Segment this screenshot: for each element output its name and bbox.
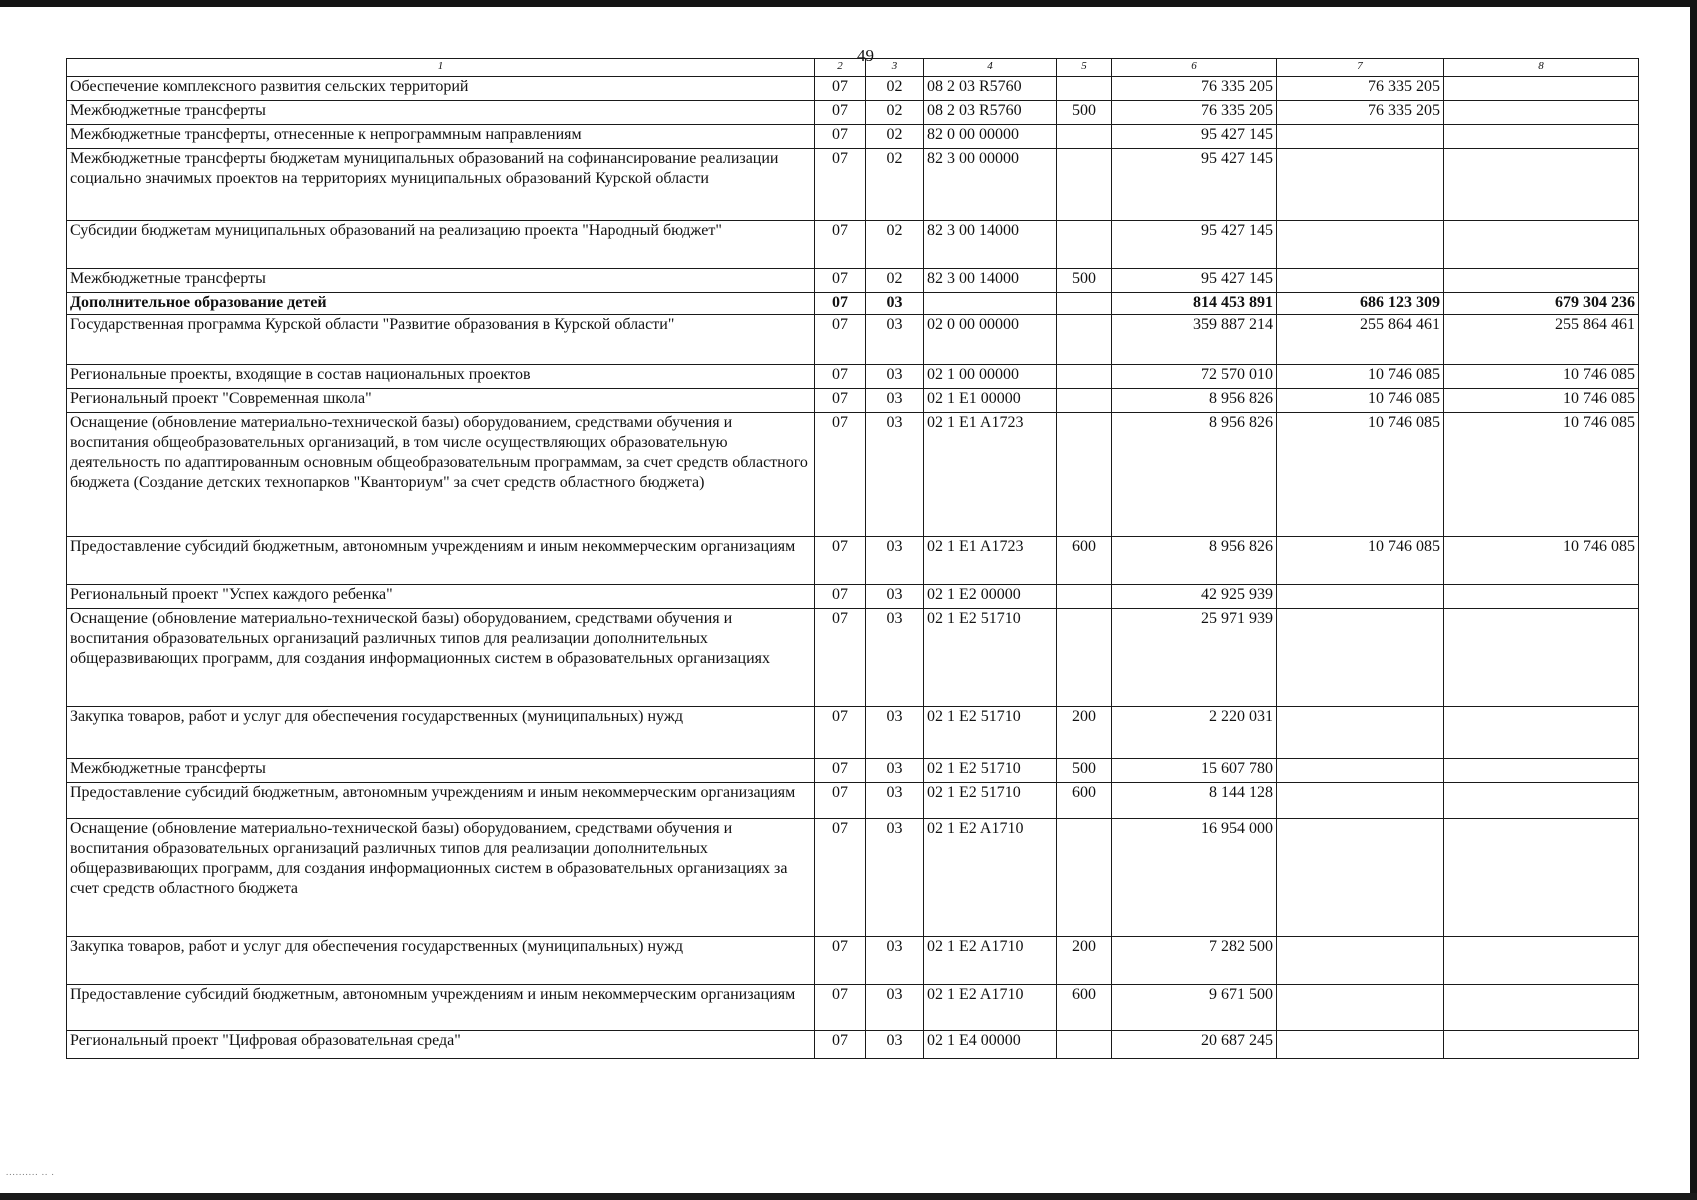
row-amount-col7 xyxy=(1277,269,1444,293)
row-amount-col6: 359 887 214 xyxy=(1112,315,1277,365)
row-expense-kind: 600 xyxy=(1057,537,1112,585)
row-target-article: 02 1 E4 00000 xyxy=(924,1031,1057,1059)
row-amount-col8 xyxy=(1444,269,1639,293)
row-amount-col6: 7 282 500 xyxy=(1112,937,1277,985)
col-header-8: 8 xyxy=(1444,59,1639,77)
row-subsection-code: 03 xyxy=(866,585,924,609)
row-section-code: 07 xyxy=(815,101,866,125)
row-name: Оснащение (обновление материально-технической базы) оборудованием, средствами обучения и воспитания образовательных организаций различных типов для реализации дополнительных общеразвивающих программ, для создания информационных систем в образовательных организациях за счет средств областного бюджета xyxy=(67,819,815,937)
row-expense-kind xyxy=(1057,293,1112,315)
row-target-article: 02 1 E2 51710 xyxy=(924,759,1057,783)
row-subsection-code: 03 xyxy=(866,537,924,585)
row-name: Межбюджетные трансферты бюджетам муниципальных образований на софинансирование реализации социально значимых проектов на территориях муниципальных образований Курской области xyxy=(67,149,815,221)
row-expense-kind xyxy=(1057,585,1112,609)
row-amount-col7 xyxy=(1277,1031,1444,1059)
row-amount-col8: 10 746 085 xyxy=(1444,389,1639,413)
scan-top-border xyxy=(0,0,1697,7)
row-amount-col8: 10 746 085 xyxy=(1444,537,1639,585)
row-amount-col8 xyxy=(1444,783,1639,819)
col-header-4: 4 xyxy=(924,59,1057,77)
row-target-article: 82 3 00 00000 xyxy=(924,149,1057,221)
table-row xyxy=(67,315,1639,365)
row-amount-col7: 255 864 461 xyxy=(1277,315,1444,365)
row-name: Оснащение (обновление материально-технической базы) оборудованием, средствами обучения и воспитания общеобразовательных организаций, в том числе осуществляющих образовательную деятельность по адаптированным основным общеобразовательным программам, за счет средств областного бюджета (Создание детских технопарков "Кванториум" за счет средств областного бюджета) xyxy=(67,413,815,537)
row-expense-kind xyxy=(1057,221,1112,269)
row-expense-kind xyxy=(1057,125,1112,149)
row-expense-kind: 500 xyxy=(1057,269,1112,293)
row-target-article: 02 0 00 00000 xyxy=(924,315,1057,365)
row-name: Оснащение (обновление материально-технической базы) оборудованием, средствами обучения и воспитания образовательных организаций различных типов для реализации дополнительных общеразвивающих программ, для создания информационных систем в образовательных организациях xyxy=(67,609,815,707)
row-section-code: 07 xyxy=(815,315,866,365)
row-target-article: 02 1 E2 51710 xyxy=(924,707,1057,759)
row-amount-col8: 10 746 085 xyxy=(1444,413,1639,537)
table-row xyxy=(67,985,1639,1031)
row-amount-col6: 8 956 826 xyxy=(1112,413,1277,537)
row-name: Межбюджетные трансферты xyxy=(67,759,815,783)
col-header-6: 6 xyxy=(1112,59,1277,77)
row-amount-col8 xyxy=(1444,585,1639,609)
row-section-code: 07 xyxy=(815,365,866,389)
col-header-7: 7 xyxy=(1277,59,1444,77)
table-row xyxy=(67,269,1639,293)
row-amount-col8 xyxy=(1444,609,1639,707)
row-subsection-code: 02 xyxy=(866,125,924,149)
row-name: Региональный проект "Цифровая образовательная среда" xyxy=(67,1031,815,1059)
row-amount-col8: 679 304 236 xyxy=(1444,293,1639,315)
row-amount-col6: 76 335 205 xyxy=(1112,77,1277,101)
row-amount-col6: 95 427 145 xyxy=(1112,149,1277,221)
row-expense-kind xyxy=(1057,413,1112,537)
table-row xyxy=(67,819,1639,937)
row-target-article: 82 0 00 00000 xyxy=(924,125,1057,149)
row-amount-col7 xyxy=(1277,221,1444,269)
table-row xyxy=(67,149,1639,221)
row-amount-col6: 95 427 145 xyxy=(1112,221,1277,269)
column-number-header xyxy=(67,59,1639,77)
row-amount-col7 xyxy=(1277,707,1444,759)
row-section-code: 07 xyxy=(815,293,866,315)
row-expense-kind: 500 xyxy=(1057,101,1112,125)
row-amount-col6: 95 427 145 xyxy=(1112,269,1277,293)
row-amount-col8 xyxy=(1444,759,1639,783)
row-expense-kind: 200 xyxy=(1057,937,1112,985)
row-amount-col8 xyxy=(1444,707,1639,759)
row-subsection-code: 02 xyxy=(866,101,924,125)
row-amount-col8 xyxy=(1444,1031,1639,1059)
row-subsection-code: 03 xyxy=(866,985,924,1031)
scan-specks: .......... .. . xyxy=(6,1167,55,1177)
row-amount-col6: 42 925 939 xyxy=(1112,585,1277,609)
row-expense-kind: 600 xyxy=(1057,985,1112,1031)
row-amount-col7: 76 335 205 xyxy=(1277,101,1444,125)
scan-bottom-border xyxy=(0,1193,1697,1200)
table-row xyxy=(67,937,1639,985)
row-amount-col6: 76 335 205 xyxy=(1112,101,1277,125)
row-amount-col7 xyxy=(1277,609,1444,707)
row-subsection-code: 03 xyxy=(866,759,924,783)
row-name: Межбюджетные трансферты xyxy=(67,101,815,125)
row-subsection-code: 03 xyxy=(866,707,924,759)
row-section-code: 07 xyxy=(815,985,866,1031)
row-subsection-code: 02 xyxy=(866,149,924,221)
row-amount-col6: 20 687 245 xyxy=(1112,1031,1277,1059)
row-amount-col7: 10 746 085 xyxy=(1277,365,1444,389)
table-row xyxy=(67,101,1639,125)
row-amount-col7: 10 746 085 xyxy=(1277,537,1444,585)
row-subsection-code: 03 xyxy=(866,783,924,819)
row-target-article: 02 1 E2 00000 xyxy=(924,585,1057,609)
row-amount-col8 xyxy=(1444,77,1639,101)
row-amount-col8 xyxy=(1444,221,1639,269)
row-section-code: 07 xyxy=(815,221,866,269)
row-section-code: 07 xyxy=(815,413,866,537)
row-amount-col8 xyxy=(1444,149,1639,221)
row-section-code: 07 xyxy=(815,783,866,819)
row-section-code: 07 xyxy=(815,269,866,293)
row-amount-col6: 15 607 780 xyxy=(1112,759,1277,783)
table-row xyxy=(67,221,1639,269)
row-section-code: 07 xyxy=(815,537,866,585)
row-expense-kind: 200 xyxy=(1057,707,1112,759)
row-expense-kind xyxy=(1057,389,1112,413)
row-amount-col7 xyxy=(1277,149,1444,221)
row-target-article: 02 1 E2 A1710 xyxy=(924,819,1057,937)
table-row xyxy=(67,389,1639,413)
row-section-code: 07 xyxy=(815,707,866,759)
row-expense-kind xyxy=(1057,609,1112,707)
row-section-code: 07 xyxy=(815,585,866,609)
row-amount-col6: 8 956 826 xyxy=(1112,389,1277,413)
row-amount-col6: 2 220 031 xyxy=(1112,707,1277,759)
row-target-article: 02 1 E2 51710 xyxy=(924,609,1057,707)
row-amount-col7 xyxy=(1277,585,1444,609)
row-name: Закупка товаров, работ и услуг для обеспечения государственных (муниципальных) нужд xyxy=(67,707,815,759)
table-row xyxy=(67,1031,1639,1059)
row-target-article xyxy=(924,293,1057,315)
row-target-article: 02 1 E2 A1710 xyxy=(924,985,1057,1031)
table-row xyxy=(67,125,1639,149)
row-amount-col7: 686 123 309 xyxy=(1277,293,1444,315)
table-row xyxy=(67,585,1639,609)
row-target-article: 82 3 00 14000 xyxy=(924,269,1057,293)
row-subsection-code: 03 xyxy=(866,293,924,315)
row-target-article: 02 1 00 00000 xyxy=(924,365,1057,389)
row-amount-col6: 95 427 145 xyxy=(1112,125,1277,149)
row-amount-col7 xyxy=(1277,937,1444,985)
row-expense-kind: 500 xyxy=(1057,759,1112,783)
row-subsection-code: 02 xyxy=(866,269,924,293)
row-expense-kind xyxy=(1057,365,1112,389)
table-row xyxy=(67,609,1639,707)
row-amount-col8: 10 746 085 xyxy=(1444,365,1639,389)
row-amount-col7 xyxy=(1277,985,1444,1031)
row-name: Государственная программа Курской области "Развитие образования в Курской области" xyxy=(67,315,815,365)
row-name: Региональные проекты, входящие в состав национальных проектов xyxy=(67,365,815,389)
table-row xyxy=(67,783,1639,819)
col-header-1: 1 xyxy=(67,59,815,77)
row-name: Предоставление субсидий бюджетным, автономным учреждениям и иным некоммерческим организациям xyxy=(67,783,815,819)
budget-table xyxy=(66,58,1639,1059)
col-header-2: 2 xyxy=(815,59,866,77)
row-section-code: 07 xyxy=(815,759,866,783)
row-amount-col6: 814 453 891 xyxy=(1112,293,1277,315)
row-subsection-code: 03 xyxy=(866,389,924,413)
row-subsection-code: 03 xyxy=(866,315,924,365)
row-amount-col7: 76 335 205 xyxy=(1277,77,1444,101)
row-amount-col8 xyxy=(1444,937,1639,985)
row-target-article: 02 1 E1 A1723 xyxy=(924,413,1057,537)
row-amount-col7 xyxy=(1277,125,1444,149)
table-row xyxy=(67,77,1639,101)
row-amount-col6: 72 570 010 xyxy=(1112,365,1277,389)
row-subsection-code: 03 xyxy=(866,413,924,537)
row-amount-col8 xyxy=(1444,125,1639,149)
row-amount-col6: 9 671 500 xyxy=(1112,985,1277,1031)
row-name: Обеспечение комплексного развития сельских территорий xyxy=(67,77,815,101)
table-row xyxy=(67,707,1639,759)
row-expense-kind xyxy=(1057,149,1112,221)
page-number: 49 xyxy=(857,46,874,65)
row-amount-col8 xyxy=(1444,819,1639,937)
scan-right-border xyxy=(1690,0,1697,1200)
row-section-code: 07 xyxy=(815,937,866,985)
row-amount-col6: 8 956 826 xyxy=(1112,537,1277,585)
row-subsection-code: 03 xyxy=(866,1031,924,1059)
row-amount-col6: 8 144 128 xyxy=(1112,783,1277,819)
row-target-article: 08 2 03 R5760 xyxy=(924,77,1057,101)
row-section-code: 07 xyxy=(815,1031,866,1059)
row-section-code: 07 xyxy=(815,609,866,707)
row-name: Региональный проект "Успех каждого ребенка" xyxy=(67,585,815,609)
row-amount-col7: 10 746 085 xyxy=(1277,389,1444,413)
row-subsection-code: 03 xyxy=(866,937,924,985)
row-name: Межбюджетные трансферты xyxy=(67,269,815,293)
row-expense-kind xyxy=(1057,819,1112,937)
row-target-article: 02 1 E2 A1710 xyxy=(924,937,1057,985)
table-row xyxy=(67,293,1639,315)
row-target-article: 02 1 E1 00000 xyxy=(924,389,1057,413)
row-expense-kind: 600 xyxy=(1057,783,1112,819)
row-target-article: 02 1 E1 A1723 xyxy=(924,537,1057,585)
table-row xyxy=(67,759,1639,783)
row-expense-kind xyxy=(1057,77,1112,101)
row-target-article: 02 1 E2 51710 xyxy=(924,783,1057,819)
col-header-5: 5 xyxy=(1057,59,1112,77)
row-name: Региональный проект "Современная школа" xyxy=(67,389,815,413)
row-name: Субсидии бюджетам муниципальных образований на реализацию проекта "Народный бюджет" xyxy=(67,221,815,269)
row-target-article: 08 2 03 R5760 xyxy=(924,101,1057,125)
row-subsection-code: 03 xyxy=(866,609,924,707)
row-name: Межбюджетные трансферты, отнесенные к непрограммным направлениям xyxy=(67,125,815,149)
row-expense-kind xyxy=(1057,315,1112,365)
row-expense-kind xyxy=(1057,1031,1112,1059)
row-section-code: 07 xyxy=(815,77,866,101)
row-amount-col7 xyxy=(1277,819,1444,937)
row-target-article: 82 3 00 14000 xyxy=(924,221,1057,269)
row-subsection-code: 03 xyxy=(866,365,924,389)
row-amount-col6: 25 971 939 xyxy=(1112,609,1277,707)
row-section-code: 07 xyxy=(815,149,866,221)
col-header-3: 3 xyxy=(866,59,924,77)
row-amount-col8: 255 864 461 xyxy=(1444,315,1639,365)
row-section-code: 07 xyxy=(815,389,866,413)
row-name: Предоставление субсидий бюджетным, автономным учреждениям и иным некоммерческим организациям xyxy=(67,537,815,585)
row-name: Закупка товаров, работ и услуг для обеспечения государственных (муниципальных) нужд xyxy=(67,937,815,985)
row-section-code: 07 xyxy=(815,819,866,937)
row-subsection-code: 02 xyxy=(866,221,924,269)
row-amount-col6: 16 954 000 xyxy=(1112,819,1277,937)
table-row xyxy=(67,413,1639,537)
row-name: Предоставление субсидий бюджетным, автономным учреждениям и иным некоммерческим организациям xyxy=(67,985,815,1031)
row-name: Дополнительное образование детей xyxy=(67,293,815,315)
row-subsection-code: 03 xyxy=(866,819,924,937)
table-row xyxy=(67,537,1639,585)
row-amount-col8 xyxy=(1444,985,1639,1031)
row-amount-col7 xyxy=(1277,759,1444,783)
table-row xyxy=(67,365,1639,389)
row-subsection-code: 02 xyxy=(866,77,924,101)
row-amount-col8 xyxy=(1444,101,1639,125)
row-amount-col7 xyxy=(1277,783,1444,819)
row-section-code: 07 xyxy=(815,125,866,149)
row-amount-col7: 10 746 085 xyxy=(1277,413,1444,537)
